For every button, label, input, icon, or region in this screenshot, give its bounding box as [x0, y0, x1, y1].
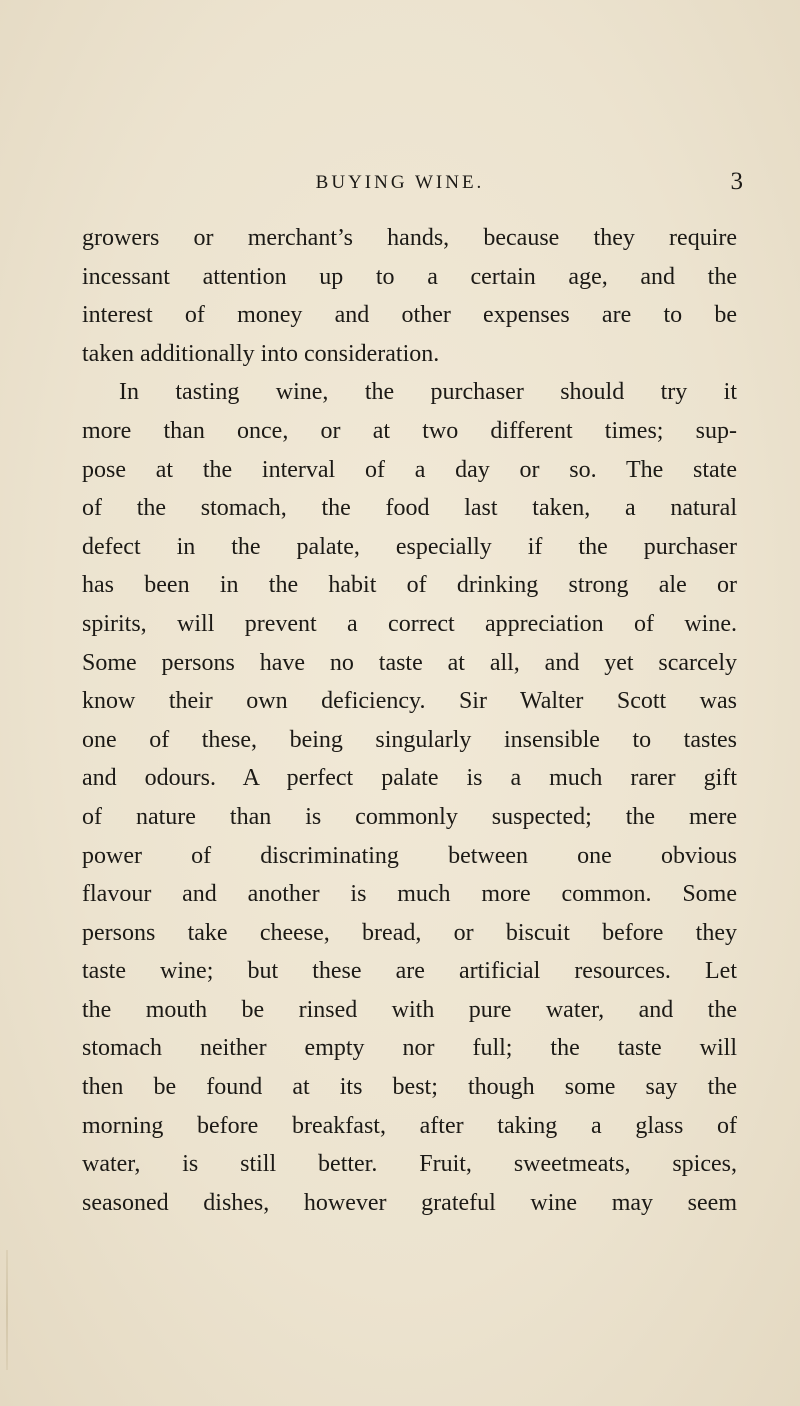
text-line: taken additionally into consideration. — [82, 340, 440, 367]
text-line: the mouth be rinsed with pure water, and the — [82, 996, 737, 1023]
text-line: taste wine; but these are artificial resources. Let — [82, 958, 737, 985]
text-line: know their own deficiency. Sir Walter Scott was — [82, 688, 737, 715]
body-text — [82, 219, 737, 1222]
text-line: water, is still better. Fruit, sweetmeats, spices, — [82, 1151, 737, 1178]
text-line: persons take cheese, bread, or biscuit before they — [82, 919, 737, 946]
text-line: growers or merchant’s hands, because they require — [82, 225, 737, 251]
text-line: In tasting wine, the purchaser should try it — [119, 379, 737, 406]
text-line: Some persons have no taste at all, and yet scarcely — [82, 649, 737, 676]
text-line: interest of money and other expenses are to be — [82, 302, 737, 329]
text-line: of the stomach, the food last taken, a natural — [82, 495, 737, 522]
text-line: then be found at its best; though some say the — [82, 1074, 737, 1101]
text-line: flavour and another is much more common. Some — [82, 881, 737, 908]
text-line: defect in the palate, especially if the purchaser — [82, 533, 737, 560]
text-line: power of discriminating between one obvious — [82, 842, 737, 869]
text-line: one of these, being singularly insensible to tastes — [82, 726, 737, 753]
text-line: morning before breakfast, after taking a glass of — [82, 1112, 737, 1139]
page-number: 3 — [730, 168, 743, 195]
text-line: and odours. A perfect palate is a much rarer gift — [82, 765, 737, 792]
running-head — [0, 170, 800, 198]
running-title: BUYING WINE. — [315, 172, 485, 193]
page-edge-mark — [6, 1250, 8, 1370]
text-line: stomach neither empty nor full; the taste will — [82, 1035, 737, 1062]
text-line: seasoned dishes, however grateful wine may seem — [82, 1189, 737, 1216]
text-line: has been in the habit of drinking strong ale or — [82, 572, 737, 599]
text-line: spirits, will prevent a correct appreciation of wine. — [82, 610, 737, 637]
text-line: of nature than is commonly suspected; the mere — [82, 803, 737, 830]
text-line: incessant attention up to a certain age, and the — [82, 263, 737, 290]
text-line: pose at the interval of a day or so. The state — [82, 456, 737, 483]
text-line: more than once, or at two different times; sup- — [82, 417, 737, 444]
